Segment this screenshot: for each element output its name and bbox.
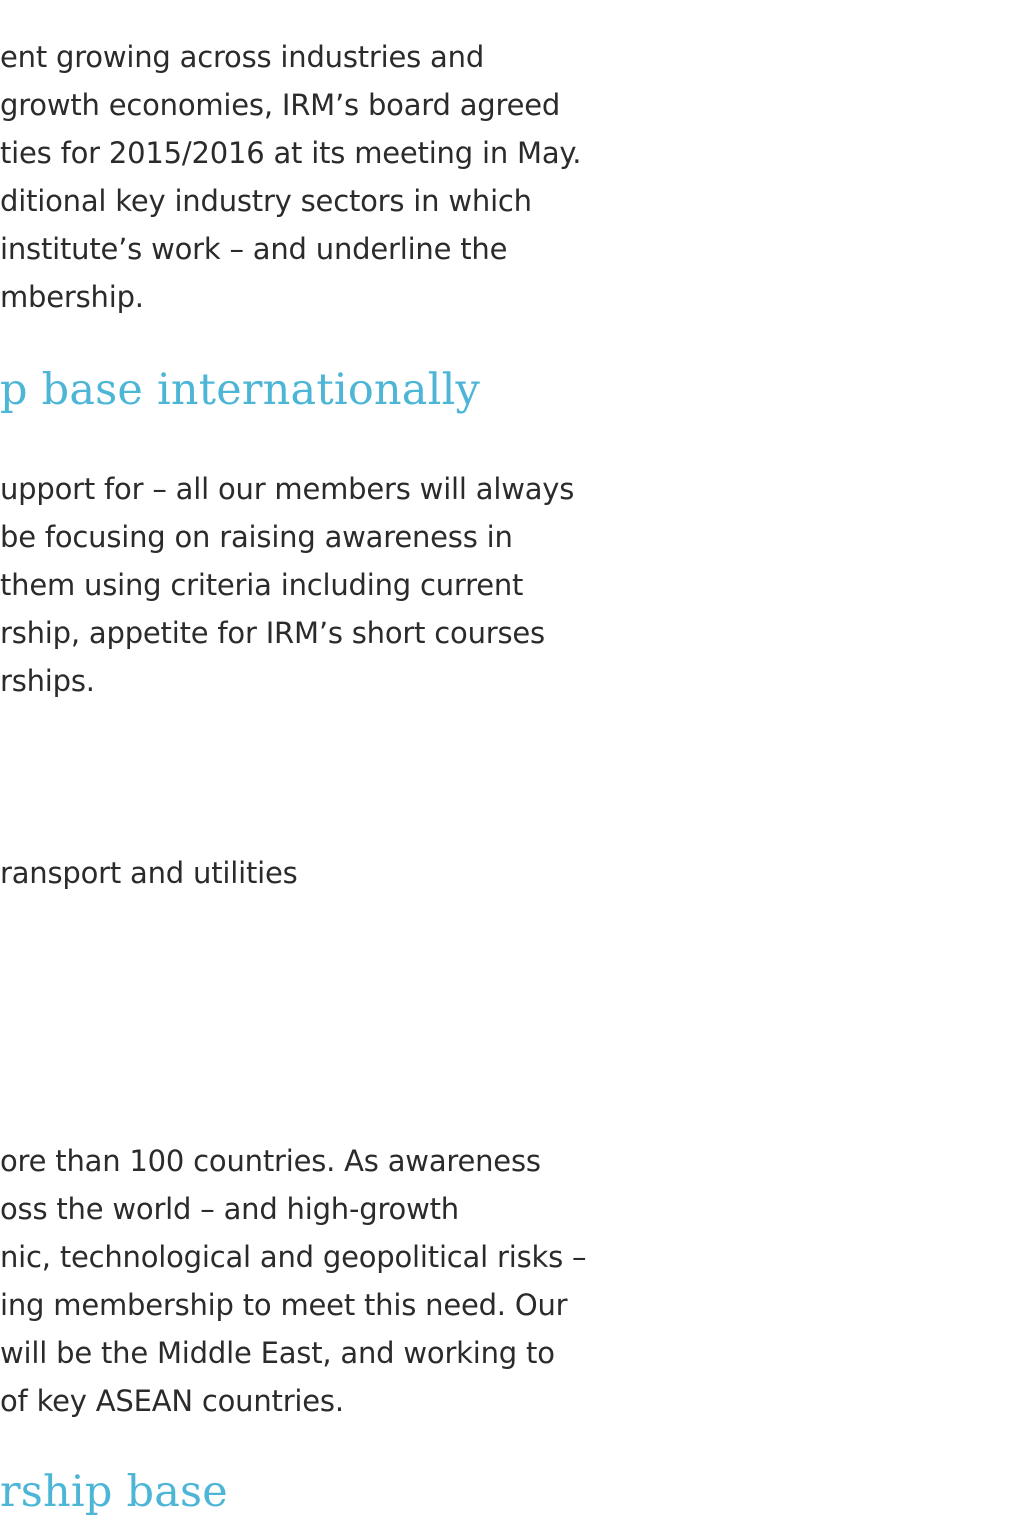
paragraph-4-line-6: of key ASEAN countries. <box>0 1384 344 1418</box>
paragraph-4-line-5: will be the Middle East, and working to <box>0 1336 555 1370</box>
paragraph-2-line-1: upport for – all our members will always <box>0 472 575 506</box>
paragraph-3-line-1: ransport and utilities <box>0 856 298 890</box>
paragraph-1-line-3: ties for 2015/2016 at its meeting in May. <box>0 136 582 170</box>
paragraph-1-line-2: growth economies, IRM’s board agreed <box>0 88 561 122</box>
paragraph-4-line-4: ing membership to meet this need. Our <box>0 1288 568 1322</box>
paragraph-2-line-5: rships. <box>0 664 95 698</box>
section-heading-membership-base: rship base <box>0 1467 228 1517</box>
paragraph-4-line-2: oss the world – and high-growth <box>0 1192 459 1226</box>
paragraph-2-line-4: rship, appetite for IRM’s short courses <box>0 616 545 650</box>
paragraph-2-line-3: them using criteria including current <box>0 568 524 602</box>
paragraph-1-line-6: mbership. <box>0 280 144 314</box>
section-heading-international: p base internationally <box>0 365 481 415</box>
paragraph-4-line-3: nic, technological and geopolitical risks – <box>0 1240 587 1274</box>
paragraph-1-line-4: ditional key industry sectors in which <box>0 184 532 218</box>
paragraph-4-line-1: ore than 100 countries. As awareness <box>0 1144 541 1178</box>
paragraph-1-line-1: ent growing across industries and <box>0 40 485 74</box>
paragraph-1-line-5: institute’s work – and underline the <box>0 232 508 266</box>
paragraph-2-line-2: be focusing on raising awareness in <box>0 520 513 554</box>
